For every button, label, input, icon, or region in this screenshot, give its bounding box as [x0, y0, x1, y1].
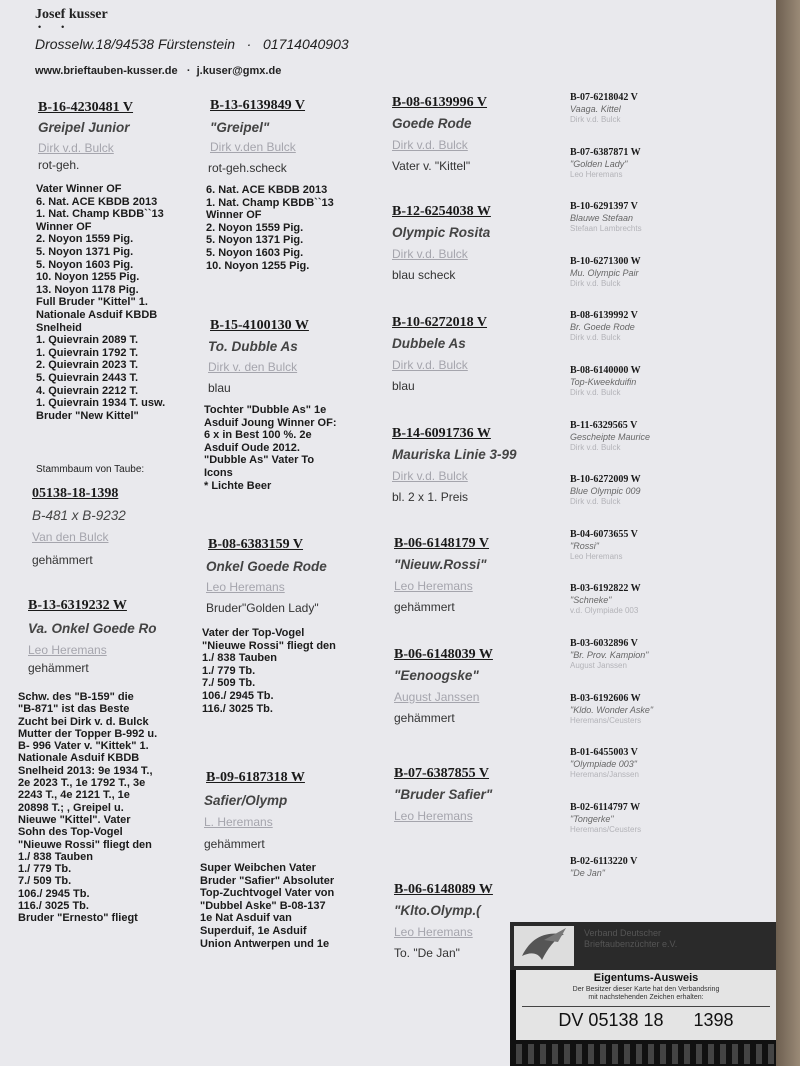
note-line: 2e 2023 T., 1e 1792 T., 3e — [18, 777, 146, 790]
note-line: Snelheid — [36, 321, 82, 334]
pigeon-name: "Bruder Safier" — [394, 787, 493, 802]
card-subtitle: Der Besitzer dieser Karte hat den Verbandsring mit nachstehenden Zeichen erhalten: — [572, 986, 720, 1001]
ring-number: B-10-6271300 W — [570, 255, 641, 267]
pigeon-name: Mauriska Linie 3-99 — [392, 447, 517, 462]
note-line: Super Weibchen Vater — [200, 862, 316, 874]
ring-number: B-07-6387871 W — [570, 146, 641, 158]
note-line: 1./ 779 Tb. — [18, 863, 72, 876]
note-line: 106./ 2945 Tb. — [202, 689, 274, 702]
pigeon-notes — [18, 691, 157, 925]
note-line: 6. Nat. ACE KBDB 2013 — [206, 184, 328, 196]
ring-code: DV 05138 18 1398 — [522, 1006, 770, 1033]
ring-number: B-06-6148039 W — [394, 647, 493, 662]
breeder: Dirk v.d. Bulck — [392, 358, 468, 372]
ring-number: B-03-6192822 W — [570, 583, 641, 595]
note-line: 2. Noyon 1559 Pig. — [36, 233, 134, 246]
note-line: Top-Zuchtvogel Vater von — [200, 887, 335, 900]
pigeon-name: "Golden Lady" — [570, 158, 628, 169]
owner-address-line — [35, 36, 349, 52]
pigeon-color: gehämmert — [394, 600, 455, 614]
note-line: 1. Quievrain 1792 T. — [36, 346, 139, 359]
ring-number: B-08-6139996 V — [392, 95, 488, 110]
pigeon-color: blau scheck — [392, 268, 456, 282]
note-line: * Lichte Beer — [204, 479, 272, 492]
owner-address: Drosselw.18/94538 Fürstenstein — [35, 36, 235, 52]
separator: · — [186, 65, 191, 77]
breeder: Stefaan Lambrechts — [570, 224, 642, 234]
header-dots: •• — [38, 22, 85, 32]
pigeon-color: gehämmert — [32, 553, 93, 567]
pigeon-name: "Olympiade 003" — [570, 759, 637, 770]
pigeon-color: rot-geh.scheck — [208, 161, 287, 175]
note-line: 106./ 2945 Tb. — [18, 887, 90, 900]
pigeon-name: "Kldo. Wonder Aske" — [570, 704, 654, 715]
ring-number: B-15-4100130 W — [210, 318, 309, 333]
ring-number: B-08-6383159 V — [208, 537, 304, 552]
breeder: Leo Heremans — [28, 643, 107, 657]
ring-number: B-03-6192606 W — [570, 692, 641, 704]
owner-contact-line — [35, 65, 281, 77]
pigeon-notes — [200, 862, 334, 950]
breeder: Dirk v.d. Bulck — [570, 115, 621, 124]
ring-number: 05138-18-1398 — [32, 486, 119, 501]
ring-number: B-14-6091736 W — [392, 426, 491, 441]
pigeon-name: "Eenoogske" — [394, 668, 479, 683]
note-line: "B-871" ist das Beste — [18, 703, 130, 716]
separator: · — [246, 36, 252, 52]
breeder: Heremans/Ceusters — [570, 715, 642, 725]
note-line: 2. Noyon 1559 Pig. — [206, 221, 304, 234]
breeder: Dirk v.d. Bulck — [570, 333, 621, 343]
note-line: 4. Quievrain 2212 T. — [36, 384, 139, 397]
pigeon-notes — [202, 627, 336, 715]
ring-number: B-03-6032896 V — [570, 638, 638, 649]
note-line: Winner OF — [206, 209, 262, 222]
breeder: Leo Heremans — [394, 809, 473, 823]
note-line: 5. Noyon 1603 Pig. — [206, 246, 304, 259]
note-line: 1. Nat. Champ KBDB``13 — [36, 208, 164, 221]
pigeon-name: Olympic Rosita — [392, 225, 491, 240]
pigeon-name: "Schneke" — [570, 595, 612, 606]
ring-number: B-02-6114797 W — [570, 801, 641, 813]
ring-number: B-08-6139992 V — [570, 310, 638, 322]
pigeon-name: Top-Kweekduifin — [570, 377, 637, 387]
note-line: 2243 T., 4e 2121 T., 1e — [18, 789, 130, 802]
note-line: 13. Noyon 1178 Pig. — [36, 283, 139, 296]
note-line: 116./ 3025 Tb. — [202, 702, 273, 715]
breeder: Heremans/Ceusters — [570, 824, 642, 834]
note-line: "Dubbel Aske" B-08-137 — [200, 899, 326, 912]
breeder: L. Heremans — [204, 815, 273, 829]
pigeon-name: Greipel Junior — [38, 120, 130, 135]
pigeon-color: gehämmert — [204, 837, 265, 851]
breeder: Heremans/Janssen — [570, 770, 639, 780]
owner-email: j.kuser@gmx.de — [196, 65, 282, 77]
note-line: "Nieuwe Rossi" fliegt den — [18, 838, 152, 851]
note-line: 116./ 3025 Tb. — [18, 900, 89, 913]
pigeon-name: "Nieuw.Rossi" — [394, 557, 487, 572]
pigeon-color: gehämmert — [394, 711, 455, 725]
pigeon-logo-icon — [514, 926, 574, 966]
pigeon-name: Gescheipte Maurice — [570, 431, 651, 442]
note-line: 7./ 509 Tb. — [18, 875, 72, 888]
note-line: Snelheid 2013: 9e 1934 T., — [18, 764, 153, 777]
note-line: 5. Noyon 1603 Pig. — [36, 258, 134, 271]
ring-number: B-01-6455003 V — [570, 747, 638, 759]
pigeon-color: Vater v. "Kittel" — [392, 159, 471, 173]
note-line: Icons — [204, 466, 233, 479]
ring-number: B-10-6272018 V — [392, 315, 488, 330]
note-line: 10. Noyon 1255 Pig. — [36, 271, 140, 284]
note-line: 1e Nat Asduif van — [200, 912, 292, 925]
breeder: Dirk v.d. Bulck — [392, 138, 468, 152]
ring-number: B-13-6319232 W — [28, 598, 127, 613]
pigeon-name: Blauwe Stefaan — [570, 213, 634, 224]
note-line: 1. Quievrain 2089 T. — [36, 334, 139, 347]
card-header — [510, 922, 776, 970]
note-line: Nieuwe "Kittel". Vater — [18, 813, 131, 826]
breeder: Leo Heremans — [570, 551, 623, 561]
breeder: Dirk v.d. Bulck — [392, 247, 468, 261]
pigeon-name: Blue Olympic 009 — [570, 486, 641, 497]
note-line: Bruder "Safier" Absoluter — [200, 874, 335, 887]
note-line: 1. Nat. Champ KBDB``13 — [206, 196, 334, 209]
association-name: Verband Deutscher Brieftaubenzüchter e.V. — [584, 928, 678, 949]
note-line: Union Antwerpen und 1e — [200, 937, 330, 950]
note-line: Nationale Asduif KBDB — [36, 308, 158, 321]
note-line: 10. Noyon 1255 Pig. — [206, 259, 310, 272]
breeder: Leo Heremans — [394, 579, 473, 593]
card-pattern-strip — [516, 1044, 776, 1064]
ring-number: B-08-6140000 W — [570, 365, 641, 376]
breeder: August Janssen — [570, 661, 627, 670]
pigeon-name: "Klto.Olymp.( — [394, 903, 481, 918]
note-line: B- 996 Vater v. "Kittek" 1. — [18, 740, 149, 753]
pigeon-color: blau — [208, 381, 231, 395]
pigeon-notes — [36, 183, 165, 422]
note-line: Vater der Top-Vogel — [202, 627, 305, 639]
note-line: 7./ 509 Tb. — [202, 677, 256, 690]
pigeon-notes — [204, 404, 337, 492]
breeder: Dirk v.d. Bulck — [570, 497, 621, 507]
note-line: "Nieuwe Rossi" fliegt den — [202, 639, 336, 652]
breeder: Leo Heremans — [206, 580, 285, 594]
pigeon-color: To. "De Jan" — [394, 946, 460, 960]
note-line: Schw. des "B-159" die — [18, 691, 134, 703]
ring-number: B-10-6291397 V — [570, 201, 638, 213]
note-line: Nationale Asduif KBDB — [18, 752, 140, 765]
card-title: Eigentums-Ausweis — [593, 972, 699, 984]
pigeon-name: "Tongerke" — [570, 813, 614, 824]
pigeon-color: gehämmert — [28, 661, 89, 675]
ring-number: B-13-6139849 V — [210, 98, 306, 113]
note-line: Zucht bei Dirk v. d. Bulck — [18, 715, 149, 728]
card-body — [516, 970, 776, 1040]
breeder: Leo Heremans — [570, 169, 623, 179]
ring-number: B-16-4230481 V — [38, 100, 134, 115]
note-line: Asduif Joung Winner OF: — [204, 416, 337, 429]
ring-number: B-10-6272009 W — [570, 474, 641, 486]
note-line: 1. Quievrain 1934 T. usw. — [36, 397, 166, 410]
stammbaum-label: Stammbaum von Taube: — [36, 464, 145, 475]
note-line: Vater Winner OF — [36, 183, 122, 195]
pigeon-name: B-481 x B-9232 — [32, 508, 126, 523]
breeder: Dirk v.d. Bulck — [38, 141, 114, 155]
pigeon-name: Safier/Olymp — [204, 793, 288, 808]
pigeon-name: "Br. Prov. Kampion" — [570, 650, 649, 660]
note-line: "Dubble As" Vater To — [204, 454, 315, 467]
pigeon-name: "Rossi" — [570, 540, 599, 551]
note-line: Winner OF — [36, 220, 92, 233]
table-edge — [776, 0, 800, 1066]
note-line: 6. Nat. ACE KBDB 2013 — [36, 195, 158, 208]
pigeon-color: rot-geh. — [38, 158, 80, 172]
pigeon-name: Dubbele As — [392, 336, 466, 351]
ring-number: B-07-6387855 V — [394, 766, 490, 781]
ring-number: B-09-6187318 W — [206, 770, 305, 785]
note-line: Bruder "New Kittel" — [36, 409, 139, 422]
note-line: 1./ 779 Tb. — [202, 664, 256, 677]
note-line: 1./ 838 Tauben — [202, 652, 277, 665]
breeder: v.d. Olympiade 003 — [570, 606, 639, 616]
pigeon-name: Mu. Olympic Pair — [570, 267, 639, 278]
note-line: 5. Quievrain 2443 T. — [36, 371, 139, 384]
ring-number: B-12-6254038 W — [392, 204, 491, 219]
breeder: Dirk v. den Bulck — [208, 360, 298, 374]
breeder: Dirk v.d. Bulck — [570, 442, 621, 452]
pigeon-name: To. Dubble As — [208, 339, 298, 354]
ring-number: B-06-6148089 W — [394, 882, 493, 897]
breeder: Van den Bulck — [32, 530, 109, 544]
ring-number: B-02-6113220 V — [570, 856, 638, 868]
breeder: Dirk v.d. Bulck — [570, 278, 621, 288]
note-line: 5. Noyon 1371 Pig. — [36, 245, 134, 258]
ownership-card — [510, 922, 776, 1066]
pigeon-name: Goede Rode — [392, 116, 472, 131]
owner-phone: 01714040903 — [263, 36, 349, 52]
note-line: Tochter "Dubble As" 1e — [204, 404, 327, 416]
pigeon-name: "Greipel" — [210, 120, 270, 135]
pigeon-color: Bruder"Golden Lady" — [206, 601, 319, 615]
note-line: Sohn des Top-Vogel — [18, 826, 123, 839]
note-line: 2. Quievrain 2023 T. — [36, 359, 139, 372]
ring-number: B-11-6329565 V — [570, 419, 638, 431]
note-line: Mutter der Topper B-992 u. — [18, 727, 158, 740]
breeder: August Janssen — [394, 690, 480, 704]
pigeon-color: bl. 2 x 1. Preis — [392, 490, 469, 504]
ring-number: B-07-6218042 V — [570, 92, 638, 103]
note-line: Asduif Oude 2012. — [204, 441, 300, 454]
pigeon-notes — [206, 184, 334, 272]
breeder: Leo Heremans — [394, 925, 473, 939]
pigeon-name: Va. Onkel Goede Ro — [28, 621, 157, 636]
owner-name: Josef kusser — [35, 7, 108, 22]
note-line: 6 x in Best 100 %. 2e — [204, 429, 312, 442]
ring-number: B-06-6148179 V — [394, 536, 490, 551]
note-line: Bruder "Ernesto" fliegt — [18, 912, 138, 925]
breeder: Dirk v.d. Bulck — [570, 388, 621, 397]
note-line: Full Bruder "Kittel" 1. — [36, 296, 148, 309]
pigeon-name: Br. Goede Rode — [570, 322, 635, 333]
association-logo — [514, 926, 574, 966]
pigeon-name: Vaaga. Kittel — [570, 104, 621, 114]
pigeon-name: Onkel Goede Rode — [206, 559, 327, 574]
note-line: 5. Noyon 1371 Pig. — [206, 234, 304, 247]
owner-website: www.brieftauben-kusser.de — [35, 65, 178, 77]
breeder: Dirk v.den Bulck — [210, 140, 296, 154]
note-line: 1./ 838 Tauben — [18, 850, 93, 863]
note-line: 20898 T.; , Greipel u. — [18, 801, 124, 814]
ring-number: B-04-6073655 V — [570, 528, 638, 540]
pigeon-color: blau — [392, 379, 415, 393]
note-line: Superduif, 1e Asduif — [200, 924, 307, 937]
pigeon-name: "De Jan" — [570, 868, 605, 879]
breeder: Dirk v.d. Bulck — [392, 469, 468, 483]
